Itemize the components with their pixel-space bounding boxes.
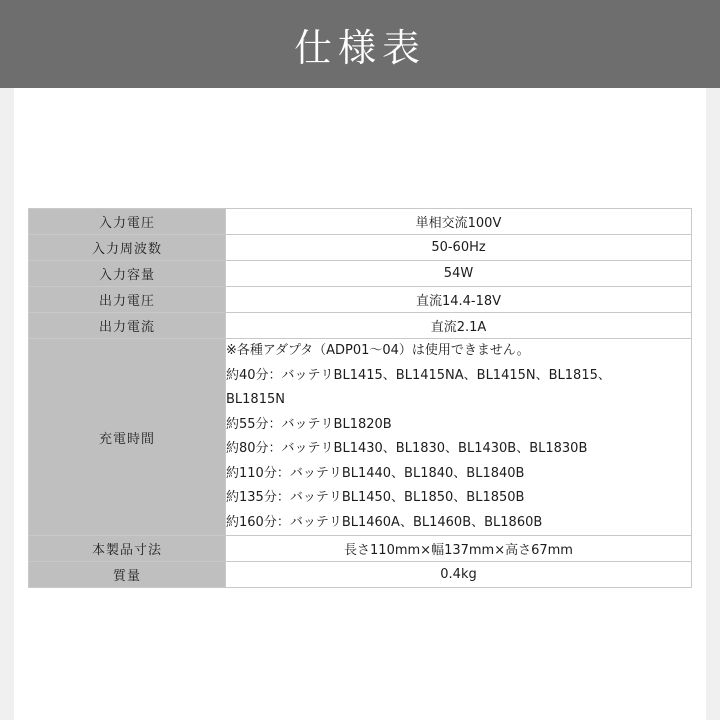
table-row-charge-time (29, 339, 692, 536)
row-value-multiline (226, 339, 692, 536)
charge-line: 約80分：バッテリBL1430、BL1830、BL1430B、BL1830B (226, 441, 588, 456)
spec-table-body (29, 209, 692, 588)
row-label: 本製品寸法 (29, 536, 226, 562)
charge-line: 約55分：バッテリBL1820B (226, 416, 392, 432)
row-label: 質量 (29, 562, 226, 588)
page-header (0, 0, 720, 88)
row-value: 単相交流100V (226, 209, 692, 235)
row-value: 0.4kg (226, 562, 692, 588)
row-label: 入力電圧 (29, 209, 226, 235)
table-row (29, 235, 692, 261)
row-label: 出力電圧 (29, 287, 226, 313)
table-row (29, 562, 692, 588)
spec-table-container (28, 208, 692, 588)
row-label: 出力電流 (29, 313, 226, 339)
spec-table (28, 208, 692, 588)
page-title: 仕様表 (293, 25, 426, 70)
table-row (29, 536, 692, 562)
charge-line: 約110分：バッテリBL1440、BL1840、BL1840B (226, 465, 525, 481)
charge-line: 約135分：バッテリBL1450、BL1850、BL1850B (226, 490, 525, 505)
table-row (29, 261, 692, 287)
row-label: 入力容量 (29, 261, 226, 287)
charge-line: ※各種アダプタ（ADP01〜04）は使用できません。 (226, 343, 530, 358)
row-value: 直流2.1A (226, 313, 692, 339)
table-row (29, 313, 692, 339)
charge-line: 約40分：バッテリBL1415、BL1415NA、BL1415N、BL1815、 (226, 367, 611, 383)
row-value: 直流14.4-18V (226, 287, 692, 313)
row-value: 長さ110mm×幅137mm×高さ67mm (226, 536, 692, 562)
charge-line: BL1815N (226, 392, 285, 407)
row-value: 54W (226, 261, 692, 287)
row-label: 充電時間 (29, 339, 226, 536)
charge-line: 約160分：バッテリBL1460A、BL1460B、BL1860B (226, 514, 543, 530)
row-value: 50-60Hz (226, 235, 692, 261)
table-row (29, 209, 692, 235)
table-row (29, 287, 692, 313)
row-label: 入力周波数 (29, 235, 226, 261)
